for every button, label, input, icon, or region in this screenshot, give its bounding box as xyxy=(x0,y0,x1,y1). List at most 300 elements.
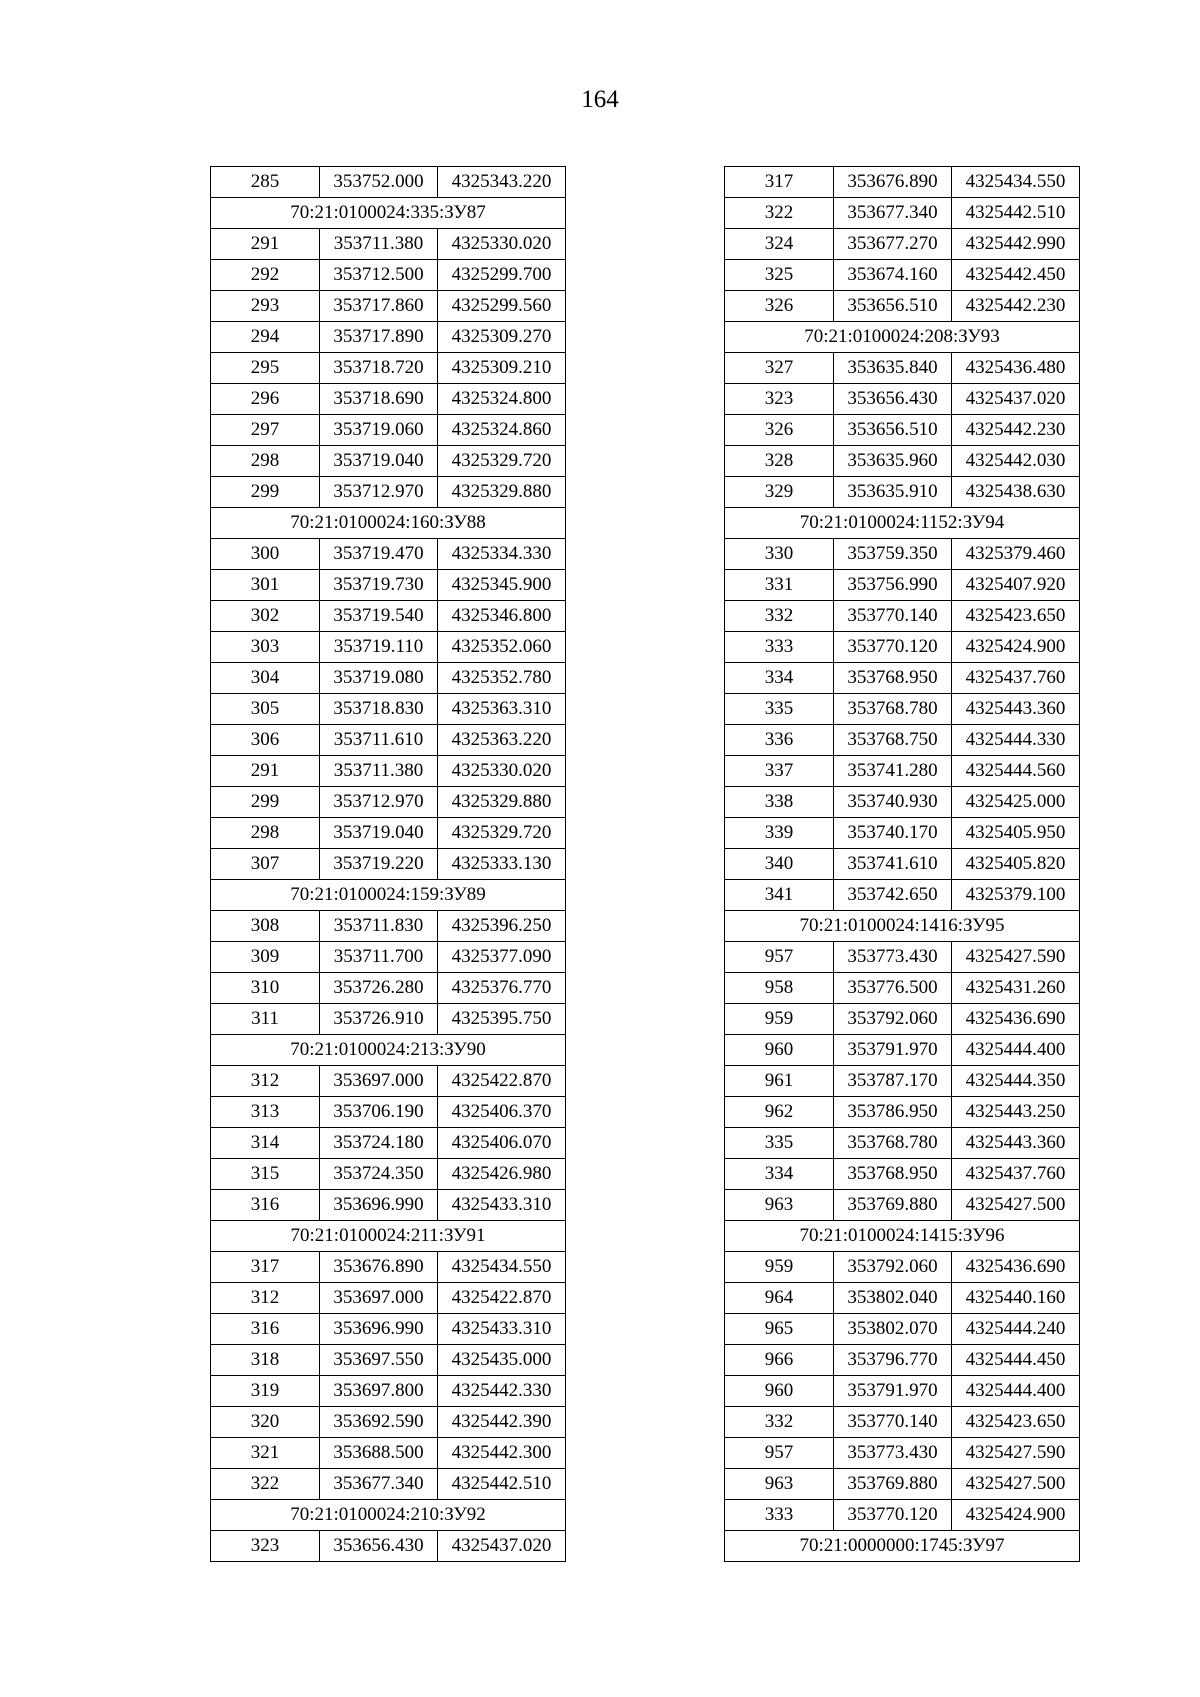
coordinate-row xyxy=(725,1252,1080,1283)
coordinate-row xyxy=(725,1035,1080,1066)
point-number-cell: 313 xyxy=(211,1097,320,1128)
point-number-cell: 958 xyxy=(725,973,834,1004)
x-coordinate-cell: 353719.540 xyxy=(320,601,438,632)
point-number-cell: 317 xyxy=(211,1252,320,1283)
coordinate-row xyxy=(725,1159,1080,1190)
coordinate-row xyxy=(725,260,1080,291)
parcel-cadastral-id: 70:21:0100024:1416:ЗУ95 xyxy=(725,911,1080,942)
parcel-header-row xyxy=(211,1500,566,1531)
x-coordinate-cell: 353740.170 xyxy=(834,818,952,849)
coordinate-row xyxy=(211,1531,566,1562)
coordinate-row xyxy=(725,570,1080,601)
coordinate-row xyxy=(725,229,1080,260)
y-coordinate-cell: 4325425.000 xyxy=(952,787,1080,818)
y-coordinate-cell: 4325330.020 xyxy=(438,756,566,787)
y-coordinate-cell: 4325443.250 xyxy=(952,1097,1080,1128)
y-coordinate-cell: 4325333.130 xyxy=(438,849,566,880)
coordinate-row xyxy=(725,942,1080,973)
point-number-cell: 291 xyxy=(211,756,320,787)
y-coordinate-cell: 4325436.690 xyxy=(952,1252,1080,1283)
y-coordinate-cell: 4325329.720 xyxy=(438,818,566,849)
coordinate-row xyxy=(725,198,1080,229)
parcel-cadastral-id: 70:21:0100024:1415:ЗУ96 xyxy=(725,1221,1080,1252)
x-coordinate-cell: 353768.750 xyxy=(834,725,952,756)
x-coordinate-cell: 353773.430 xyxy=(834,942,952,973)
x-coordinate-cell: 353711.830 xyxy=(320,911,438,942)
point-number-cell: 964 xyxy=(725,1283,834,1314)
point-number-cell: 959 xyxy=(725,1252,834,1283)
y-coordinate-cell: 4325309.210 xyxy=(438,353,566,384)
y-coordinate-cell: 4325426.980 xyxy=(438,1159,566,1190)
point-number-cell: 285 xyxy=(211,167,320,198)
y-coordinate-cell: 4325299.700 xyxy=(438,260,566,291)
coordinate-row xyxy=(725,1190,1080,1221)
coordinate-row xyxy=(725,663,1080,694)
coordinate-row xyxy=(211,632,566,663)
point-number-cell: 334 xyxy=(725,663,834,694)
coordinate-row xyxy=(725,1066,1080,1097)
x-coordinate-cell: 353776.500 xyxy=(834,973,952,1004)
x-coordinate-cell: 353697.000 xyxy=(320,1283,438,1314)
point-number-cell: 320 xyxy=(211,1407,320,1438)
y-coordinate-cell: 4325433.310 xyxy=(438,1314,566,1345)
x-coordinate-cell: 353719.470 xyxy=(320,539,438,570)
coordinate-row xyxy=(211,1407,566,1438)
y-coordinate-cell: 4325395.750 xyxy=(438,1004,566,1035)
coordinate-row xyxy=(725,1407,1080,1438)
x-coordinate-cell: 353697.800 xyxy=(320,1376,438,1407)
x-coordinate-cell: 353719.080 xyxy=(320,663,438,694)
x-coordinate-cell: 353717.890 xyxy=(320,322,438,353)
coordinate-row xyxy=(725,1345,1080,1376)
coordinate-row xyxy=(211,415,566,446)
coordinate-row xyxy=(211,1376,566,1407)
x-coordinate-cell: 353769.880 xyxy=(834,1469,952,1500)
y-coordinate-cell: 4325433.310 xyxy=(438,1190,566,1221)
x-coordinate-cell: 353697.000 xyxy=(320,1066,438,1097)
x-coordinate-cell: 353712.500 xyxy=(320,260,438,291)
y-coordinate-cell: 4325329.880 xyxy=(438,477,566,508)
y-coordinate-cell: 4325424.900 xyxy=(952,632,1080,663)
point-number-cell: 312 xyxy=(211,1283,320,1314)
y-coordinate-cell: 4325379.100 xyxy=(952,880,1080,911)
parcel-header-row xyxy=(211,1221,566,1252)
x-coordinate-cell: 353740.930 xyxy=(834,787,952,818)
point-number-cell: 328 xyxy=(725,446,834,477)
point-number-cell: 294 xyxy=(211,322,320,353)
point-number-cell: 323 xyxy=(725,384,834,415)
coordinate-row xyxy=(211,1252,566,1283)
y-coordinate-cell: 4325406.370 xyxy=(438,1097,566,1128)
y-coordinate-cell: 4325442.230 xyxy=(952,415,1080,446)
point-number-cell: 291 xyxy=(211,229,320,260)
point-number-cell: 960 xyxy=(725,1035,834,1066)
point-number-cell: 963 xyxy=(725,1469,834,1500)
coordinate-row xyxy=(211,1190,566,1221)
coordinate-row xyxy=(211,167,566,198)
x-coordinate-cell: 353769.880 xyxy=(834,1190,952,1221)
y-coordinate-cell: 4325406.070 xyxy=(438,1128,566,1159)
y-coordinate-cell: 4325438.630 xyxy=(952,477,1080,508)
point-number-cell: 332 xyxy=(725,601,834,632)
x-coordinate-cell: 353677.340 xyxy=(320,1469,438,1500)
point-number-cell: 326 xyxy=(725,415,834,446)
x-coordinate-cell: 353752.000 xyxy=(320,167,438,198)
parcel-cadastral-id: 70:21:0000000:1745:ЗУ97 xyxy=(725,1531,1080,1562)
x-coordinate-cell: 353712.970 xyxy=(320,477,438,508)
y-coordinate-cell: 4325334.330 xyxy=(438,539,566,570)
point-number-cell: 323 xyxy=(211,1531,320,1562)
point-number-cell: 340 xyxy=(725,849,834,880)
point-number-cell: 311 xyxy=(211,1004,320,1035)
coordinate-row xyxy=(725,415,1080,446)
coordinate-row xyxy=(211,1345,566,1376)
y-coordinate-cell: 4325437.020 xyxy=(438,1531,566,1562)
point-number-cell: 299 xyxy=(211,787,320,818)
x-coordinate-cell: 353770.120 xyxy=(834,1500,952,1531)
point-number-cell: 319 xyxy=(211,1376,320,1407)
x-coordinate-cell: 353674.160 xyxy=(834,260,952,291)
x-coordinate-cell: 353677.340 xyxy=(834,198,952,229)
y-coordinate-cell: 4325444.350 xyxy=(952,1066,1080,1097)
y-coordinate-cell: 4325427.590 xyxy=(952,1438,1080,1469)
y-coordinate-cell: 4325396.250 xyxy=(438,911,566,942)
x-coordinate-cell: 353786.950 xyxy=(834,1097,952,1128)
x-coordinate-cell: 353759.350 xyxy=(834,539,952,570)
point-number-cell: 303 xyxy=(211,632,320,663)
coordinate-row xyxy=(211,1314,566,1345)
coordinate-row xyxy=(725,446,1080,477)
x-coordinate-cell: 353791.970 xyxy=(834,1035,952,1066)
coordinate-row xyxy=(725,1376,1080,1407)
point-number-cell: 957 xyxy=(725,1438,834,1469)
parcel-header-row xyxy=(725,508,1080,539)
parcel-header-row xyxy=(211,198,566,229)
x-coordinate-cell: 353770.140 xyxy=(834,601,952,632)
point-number-cell: 325 xyxy=(725,260,834,291)
y-coordinate-cell: 4325443.360 xyxy=(952,1128,1080,1159)
y-coordinate-cell: 4325424.900 xyxy=(952,1500,1080,1531)
point-number-cell: 961 xyxy=(725,1066,834,1097)
point-number-cell: 324 xyxy=(725,229,834,260)
x-coordinate-cell: 353719.060 xyxy=(320,415,438,446)
x-coordinate-cell: 353773.430 xyxy=(834,1438,952,1469)
point-number-cell: 339 xyxy=(725,818,834,849)
coordinate-row xyxy=(725,1438,1080,1469)
x-coordinate-cell: 353712.970 xyxy=(320,787,438,818)
x-coordinate-cell: 353717.860 xyxy=(320,291,438,322)
coordinate-row xyxy=(725,1283,1080,1314)
coordinate-row xyxy=(211,1283,566,1314)
coordinate-row xyxy=(211,322,566,353)
coordinate-row xyxy=(211,1469,566,1500)
y-coordinate-cell: 4325444.240 xyxy=(952,1314,1080,1345)
coordinate-row xyxy=(211,570,566,601)
point-number-cell: 330 xyxy=(725,539,834,570)
x-coordinate-cell: 353741.280 xyxy=(834,756,952,787)
coordinate-row xyxy=(211,1097,566,1128)
x-coordinate-cell: 353677.270 xyxy=(834,229,952,260)
point-number-cell: 299 xyxy=(211,477,320,508)
point-number-cell: 329 xyxy=(725,477,834,508)
point-number-cell: 959 xyxy=(725,1004,834,1035)
coordinate-row xyxy=(725,477,1080,508)
y-coordinate-cell: 4325442.300 xyxy=(438,1438,566,1469)
coordinate-row xyxy=(211,911,566,942)
x-coordinate-cell: 353802.070 xyxy=(834,1314,952,1345)
y-coordinate-cell: 4325422.870 xyxy=(438,1283,566,1314)
y-coordinate-cell: 4325343.220 xyxy=(438,167,566,198)
point-number-cell: 333 xyxy=(725,632,834,663)
point-number-cell: 960 xyxy=(725,1376,834,1407)
y-coordinate-cell: 4325444.450 xyxy=(952,1345,1080,1376)
x-coordinate-cell: 353635.910 xyxy=(834,477,952,508)
point-number-cell: 318 xyxy=(211,1345,320,1376)
y-coordinate-cell: 4325442.510 xyxy=(438,1469,566,1500)
point-number-cell: 326 xyxy=(725,291,834,322)
point-number-cell: 295 xyxy=(211,353,320,384)
coordinate-row xyxy=(725,1469,1080,1500)
y-coordinate-cell: 4325435.000 xyxy=(438,1345,566,1376)
point-number-cell: 292 xyxy=(211,260,320,291)
y-coordinate-cell: 4325427.590 xyxy=(952,942,1080,973)
point-number-cell: 327 xyxy=(725,353,834,384)
x-coordinate-cell: 353741.610 xyxy=(834,849,952,880)
y-coordinate-cell: 4325329.720 xyxy=(438,446,566,477)
parcel-cadastral-id: 70:21:0100024:1152:ЗУ94 xyxy=(725,508,1080,539)
x-coordinate-cell: 353711.610 xyxy=(320,725,438,756)
coordinate-row xyxy=(211,1128,566,1159)
point-number-cell: 316 xyxy=(211,1314,320,1345)
point-number-cell: 301 xyxy=(211,570,320,601)
y-coordinate-cell: 4325423.650 xyxy=(952,601,1080,632)
page-number: 164 xyxy=(581,86,619,113)
x-coordinate-cell: 353756.990 xyxy=(834,570,952,601)
parcel-cadastral-id: 70:21:0100024:213:ЗУ90 xyxy=(211,1035,566,1066)
point-number-cell: 336 xyxy=(725,725,834,756)
point-number-cell: 331 xyxy=(725,570,834,601)
y-coordinate-cell: 4325444.560 xyxy=(952,756,1080,787)
parcel-header-row xyxy=(725,1531,1080,1562)
x-coordinate-cell: 353718.830 xyxy=(320,694,438,725)
x-coordinate-cell: 353742.650 xyxy=(834,880,952,911)
y-coordinate-cell: 4325443.360 xyxy=(952,694,1080,725)
point-number-cell: 335 xyxy=(725,1128,834,1159)
parcel-header-row xyxy=(211,1035,566,1066)
coordinate-row xyxy=(725,725,1080,756)
point-number-cell: 962 xyxy=(725,1097,834,1128)
coordinate-row xyxy=(211,601,566,632)
x-coordinate-cell: 353688.500 xyxy=(320,1438,438,1469)
x-coordinate-cell: 353724.180 xyxy=(320,1128,438,1159)
coordinate-row xyxy=(211,446,566,477)
x-coordinate-cell: 353719.040 xyxy=(320,446,438,477)
x-coordinate-cell: 353802.040 xyxy=(834,1283,952,1314)
coordinate-row xyxy=(725,291,1080,322)
y-coordinate-cell: 4325346.800 xyxy=(438,601,566,632)
x-coordinate-cell: 353719.110 xyxy=(320,632,438,663)
x-coordinate-cell: 353768.780 xyxy=(834,1128,952,1159)
x-coordinate-cell: 353718.720 xyxy=(320,353,438,384)
y-coordinate-cell: 4325427.500 xyxy=(952,1469,1080,1500)
y-coordinate-cell: 4325437.760 xyxy=(952,1159,1080,1190)
x-coordinate-cell: 353719.040 xyxy=(320,818,438,849)
parcel-cadastral-id: 70:21:0100024:335:ЗУ87 xyxy=(211,198,566,229)
point-number-cell: 341 xyxy=(725,880,834,911)
coordinate-row xyxy=(725,1097,1080,1128)
x-coordinate-cell: 353768.950 xyxy=(834,663,952,694)
y-coordinate-cell: 4325407.920 xyxy=(952,570,1080,601)
y-coordinate-cell: 4325352.780 xyxy=(438,663,566,694)
y-coordinate-cell: 4325405.820 xyxy=(952,849,1080,880)
x-coordinate-cell: 353719.730 xyxy=(320,570,438,601)
point-number-cell: 310 xyxy=(211,973,320,1004)
x-coordinate-cell: 353711.700 xyxy=(320,942,438,973)
point-number-cell: 335 xyxy=(725,694,834,725)
x-coordinate-cell: 353792.060 xyxy=(834,1252,952,1283)
point-number-cell: 309 xyxy=(211,942,320,973)
y-coordinate-cell: 4325324.800 xyxy=(438,384,566,415)
y-coordinate-cell: 4325377.090 xyxy=(438,942,566,973)
point-number-cell: 337 xyxy=(725,756,834,787)
y-coordinate-cell: 4325309.270 xyxy=(438,322,566,353)
coordinate-row xyxy=(211,477,566,508)
x-coordinate-cell: 353635.960 xyxy=(834,446,952,477)
y-coordinate-cell: 4325437.020 xyxy=(952,384,1080,415)
x-coordinate-cell: 353770.120 xyxy=(834,632,952,663)
point-number-cell: 308 xyxy=(211,911,320,942)
x-coordinate-cell: 353676.890 xyxy=(834,167,952,198)
coordinates-table-left xyxy=(210,166,566,1562)
parcel-cadastral-id: 70:21:0100024:159:ЗУ89 xyxy=(211,880,566,911)
parcel-header-row xyxy=(725,322,1080,353)
point-number-cell: 306 xyxy=(211,725,320,756)
y-coordinate-cell: 4325345.900 xyxy=(438,570,566,601)
point-number-cell: 965 xyxy=(725,1314,834,1345)
x-coordinate-cell: 353787.170 xyxy=(834,1066,952,1097)
coordinate-row xyxy=(211,663,566,694)
coordinate-row xyxy=(725,1128,1080,1159)
parcel-header-row xyxy=(725,1221,1080,1252)
parcel-header-row xyxy=(211,880,566,911)
parcel-cadastral-id: 70:21:0100024:210:ЗУ92 xyxy=(211,1500,566,1531)
point-number-cell: 338 xyxy=(725,787,834,818)
coordinate-row xyxy=(211,849,566,880)
x-coordinate-cell: 353726.910 xyxy=(320,1004,438,1035)
point-number-cell: 297 xyxy=(211,415,320,446)
coordinate-row xyxy=(211,260,566,291)
point-number-cell: 963 xyxy=(725,1190,834,1221)
y-coordinate-cell: 4325405.950 xyxy=(952,818,1080,849)
coordinate-row xyxy=(725,880,1080,911)
point-number-cell: 315 xyxy=(211,1159,320,1190)
y-coordinate-cell: 4325442.030 xyxy=(952,446,1080,477)
point-number-cell: 322 xyxy=(725,198,834,229)
coordinate-row xyxy=(725,818,1080,849)
point-number-cell: 293 xyxy=(211,291,320,322)
coordinate-row xyxy=(725,849,1080,880)
y-coordinate-cell: 4325442.510 xyxy=(952,198,1080,229)
point-number-cell: 307 xyxy=(211,849,320,880)
coordinate-row xyxy=(725,632,1080,663)
y-coordinate-cell: 4325379.460 xyxy=(952,539,1080,570)
y-coordinate-cell: 4325440.160 xyxy=(952,1283,1080,1314)
coordinate-row xyxy=(211,1004,566,1035)
point-number-cell: 966 xyxy=(725,1345,834,1376)
x-coordinate-cell: 353635.840 xyxy=(834,353,952,384)
coordinate-row xyxy=(725,787,1080,818)
y-coordinate-cell: 4325363.310 xyxy=(438,694,566,725)
y-coordinate-cell: 4325442.450 xyxy=(952,260,1080,291)
point-number-cell: 322 xyxy=(211,1469,320,1500)
y-coordinate-cell: 4325329.880 xyxy=(438,787,566,818)
x-coordinate-cell: 353697.550 xyxy=(320,1345,438,1376)
y-coordinate-cell: 4325444.400 xyxy=(952,1376,1080,1407)
point-number-cell: 321 xyxy=(211,1438,320,1469)
y-coordinate-cell: 4325299.560 xyxy=(438,291,566,322)
y-coordinate-cell: 4325423.650 xyxy=(952,1407,1080,1438)
parcel-header-row xyxy=(725,911,1080,942)
y-coordinate-cell: 4325330.020 xyxy=(438,229,566,260)
x-coordinate-cell: 353770.140 xyxy=(834,1407,952,1438)
coordinate-row xyxy=(211,1159,566,1190)
coordinate-row xyxy=(211,291,566,322)
x-coordinate-cell: 353656.510 xyxy=(834,291,952,322)
y-coordinate-cell: 4325352.060 xyxy=(438,632,566,663)
coordinate-row xyxy=(211,1066,566,1097)
coordinate-row xyxy=(725,756,1080,787)
point-number-cell: 296 xyxy=(211,384,320,415)
x-coordinate-cell: 353724.350 xyxy=(320,1159,438,1190)
x-coordinate-cell: 353726.280 xyxy=(320,973,438,1004)
coordinate-row xyxy=(211,787,566,818)
x-coordinate-cell: 353711.380 xyxy=(320,756,438,787)
x-coordinate-cell: 353711.380 xyxy=(320,229,438,260)
x-coordinate-cell: 353768.780 xyxy=(834,694,952,725)
y-coordinate-cell: 4325376.770 xyxy=(438,973,566,1004)
x-coordinate-cell: 353696.990 xyxy=(320,1190,438,1221)
y-coordinate-cell: 4325434.550 xyxy=(438,1252,566,1283)
y-coordinate-cell: 4325427.500 xyxy=(952,1190,1080,1221)
coordinate-row xyxy=(725,539,1080,570)
coordinate-row xyxy=(211,1438,566,1469)
y-coordinate-cell: 4325442.230 xyxy=(952,291,1080,322)
coordinate-row xyxy=(725,384,1080,415)
coordinate-row xyxy=(211,539,566,570)
coordinates-table-right xyxy=(724,166,1080,1562)
coordinate-row xyxy=(725,601,1080,632)
x-coordinate-cell: 353719.220 xyxy=(320,849,438,880)
point-number-cell: 298 xyxy=(211,446,320,477)
coordinate-row xyxy=(211,756,566,787)
y-coordinate-cell: 4325434.550 xyxy=(952,167,1080,198)
x-coordinate-cell: 353792.060 xyxy=(834,1004,952,1035)
y-coordinate-cell: 4325363.220 xyxy=(438,725,566,756)
coordinate-row xyxy=(725,1314,1080,1345)
coordinate-row xyxy=(725,1004,1080,1035)
y-coordinate-cell: 4325444.400 xyxy=(952,1035,1080,1066)
point-number-cell: 333 xyxy=(725,1500,834,1531)
x-coordinate-cell: 353706.190 xyxy=(320,1097,438,1128)
coordinate-row xyxy=(211,384,566,415)
point-number-cell: 957 xyxy=(725,942,834,973)
x-coordinate-cell: 353676.890 xyxy=(320,1252,438,1283)
x-coordinate-cell: 353656.510 xyxy=(834,415,952,446)
coordinate-row xyxy=(211,725,566,756)
point-number-cell: 334 xyxy=(725,1159,834,1190)
point-number-cell: 302 xyxy=(211,601,320,632)
point-number-cell: 312 xyxy=(211,1066,320,1097)
